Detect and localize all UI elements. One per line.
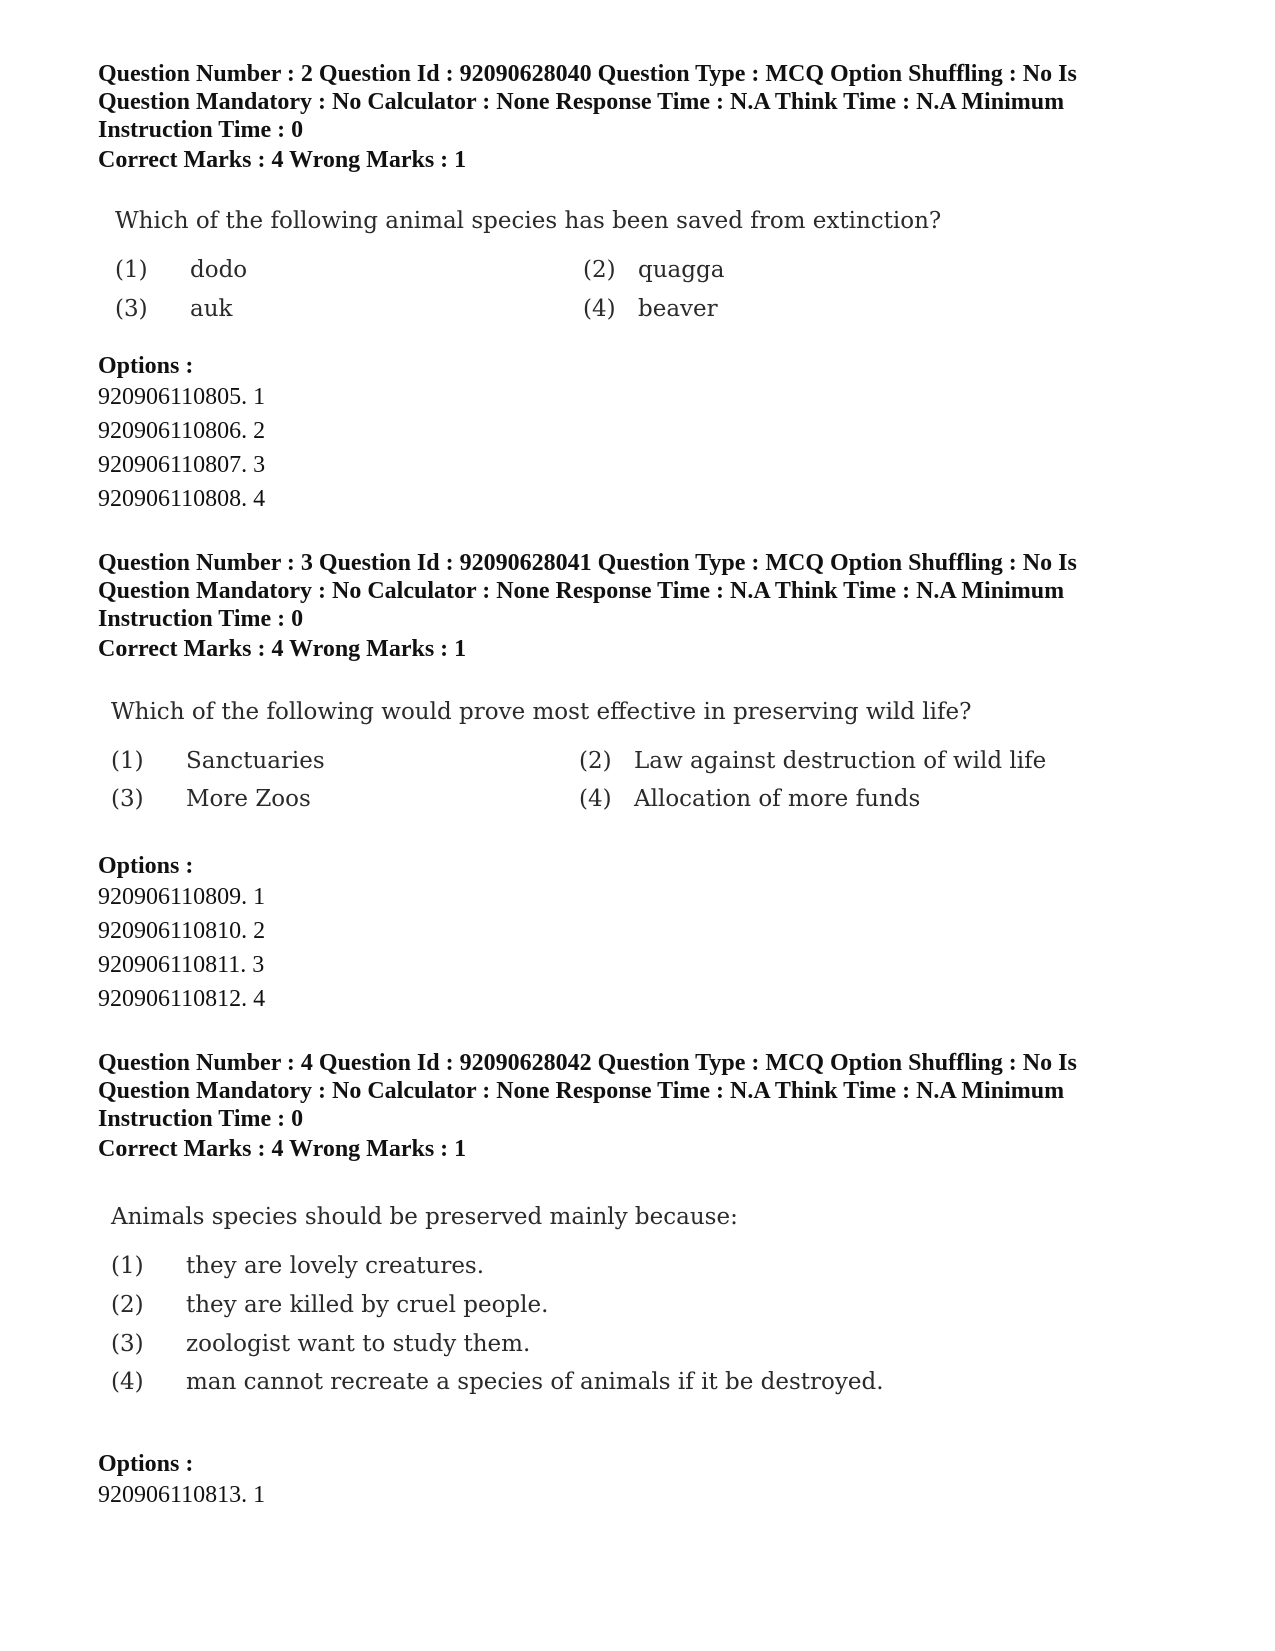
option-item: 920906110809. 1 (98, 884, 266, 910)
choice-text: beaver (638, 296, 718, 322)
question-4-options-label: Options : (98, 1451, 194, 1477)
question-4-marks: Correct Marks : 4 Wrong Marks : 1 (98, 1136, 467, 1162)
option-item: 920906110807. 3 (98, 452, 266, 478)
question-4-meta-line-1: Question Number : 4 Question Id : 92090628042 Question Type : MCQ Option Shuffling : No Is (98, 1050, 1077, 1076)
choice-text: they are lovely creatures. (186, 1253, 485, 1279)
choice-text: man cannot recreate a species of animals if it be destroyed. (186, 1369, 884, 1395)
option-item: 920906110811. 3 (98, 952, 265, 978)
question-2-options-label: Options : (98, 353, 194, 379)
choice-number: (1) (115, 257, 148, 283)
question-2-choice-1 (115, 257, 247, 283)
choice-number: (1) (111, 1253, 144, 1279)
choice-text: Allocation of more funds (634, 786, 921, 812)
choice-number: (4) (579, 786, 612, 812)
question-2-choice-3 (115, 296, 232, 322)
question-4-choice-1 (111, 1253, 484, 1279)
option-item: 920906110812. 4 (98, 986, 266, 1012)
question-3-stem: Which of the following would prove most effective in preserving wild life? (111, 699, 972, 725)
question-4-stem: Animals species should be preserved mainly because: (111, 1204, 738, 1230)
question-4-choice-3 (111, 1331, 530, 1357)
question-4-header (98, 1049, 1208, 1133)
question-4-choice-4 (111, 1369, 884, 1395)
choice-number: (4) (583, 296, 616, 322)
choice-text: More Zoos (186, 786, 311, 812)
option-item: 920906110813. 1 (98, 1482, 266, 1508)
choice-text: Law against destruction of wild life (634, 748, 1047, 774)
question-3-choice-1 (111, 748, 325, 774)
question-3-meta-line-2: Question Mandatory : No Calculator : None Response Time : N.A Think Time : N.A Minimum (98, 578, 1065, 604)
option-item: 920906110810. 2 (98, 918, 266, 944)
option-item: 920906110805. 1 (98, 384, 266, 410)
question-4-options-list (98, 1478, 265, 1512)
option-item: 920906110806. 2 (98, 418, 266, 444)
choice-number: (2) (111, 1292, 144, 1318)
option-item: 920906110808. 4 (98, 486, 266, 512)
question-3-meta-line-1: Question Number : 3 Question Id : 92090628041 Question Type : MCQ Option Shuffling : No Is (98, 550, 1077, 576)
question-3-meta-line-3: Instruction Time : 0 (98, 606, 304, 632)
choice-number: (3) (111, 786, 144, 812)
question-2-header (98, 60, 1208, 144)
question-2-stem: Which of the following animal species has been saved from extinction? (115, 208, 942, 234)
question-3-choice-4 (579, 786, 920, 812)
choice-number: (4) (111, 1369, 144, 1395)
choice-number: (1) (111, 748, 144, 774)
question-3-choice-2 (579, 748, 1046, 774)
question-2-choice-4 (583, 296, 718, 322)
question-4-choice-2 (111, 1292, 548, 1318)
choice-text: dodo (190, 257, 248, 283)
choice-text: quagga (638, 257, 725, 283)
choice-number: (2) (579, 748, 612, 774)
choice-number: (2) (583, 257, 616, 283)
question-3-choice-3 (111, 786, 311, 812)
choice-text: they are killed by cruel people. (186, 1292, 549, 1318)
choice-text: auk (190, 296, 233, 322)
question-3-header (98, 549, 1208, 633)
question-3-options-list (98, 880, 265, 1016)
choice-number: (3) (111, 1331, 144, 1357)
question-2-choice-2 (583, 257, 724, 283)
question-2-meta-line-2: Question Mandatory : No Calculator : None Response Time : N.A Think Time : N.A Minimum (98, 89, 1065, 115)
question-4-meta-line-2: Question Mandatory : No Calculator : None Response Time : N.A Think Time : N.A Minimum (98, 1078, 1065, 1104)
question-4-meta-line-3: Instruction Time : 0 (98, 1106, 304, 1132)
question-2-marks: Correct Marks : 4 Wrong Marks : 1 (98, 147, 467, 173)
question-2-options-list (98, 380, 265, 516)
choice-text: zoologist want to study them. (186, 1331, 531, 1357)
question-3-options-label: Options : (98, 853, 194, 879)
question-2-meta-line-1: Question Number : 2 Question Id : 92090628040 Question Type : MCQ Option Shuffling : No Is (98, 61, 1077, 87)
choice-text: Sanctuaries (186, 748, 325, 774)
choice-number: (3) (115, 296, 148, 322)
question-3-marks: Correct Marks : 4 Wrong Marks : 1 (98, 636, 467, 662)
question-2-meta-line-3: Instruction Time : 0 (98, 117, 304, 143)
